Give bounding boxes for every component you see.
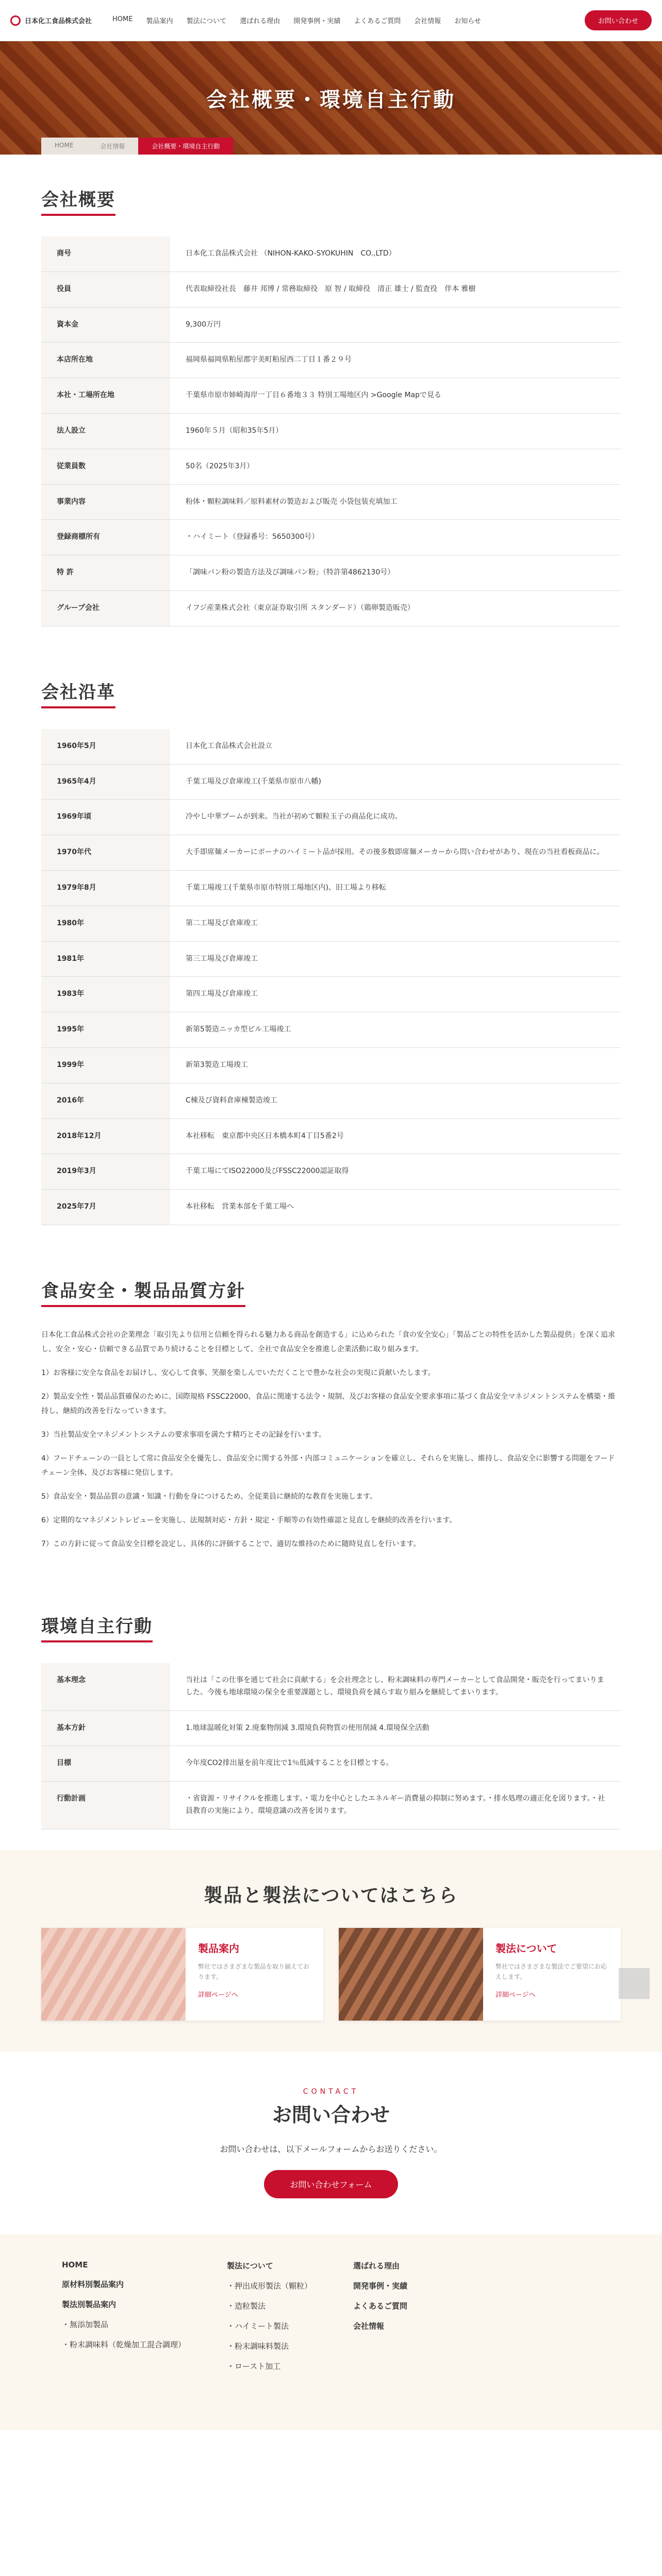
products-card-more-link[interactable]: 詳細ページへ xyxy=(198,1991,238,1999)
history-value: C棟及び資料倉庫棟製造竣工 xyxy=(170,1083,621,1118)
overview-row xyxy=(41,484,621,520)
history-label: 1969年頃 xyxy=(41,800,170,835)
overview-value: イフジ産業株式会社（東京証券取引所 スタンダード）（鶏卵製造販売） xyxy=(170,590,621,626)
products-card[interactable] xyxy=(41,1928,323,2021)
overview-label: 事業内容 xyxy=(41,484,170,520)
history-value: 本社移転 営業本部を千葉工場へ xyxy=(170,1190,621,1225)
footer-link[interactable]: ・ハイミート製法 xyxy=(227,2321,289,2331)
overview-row xyxy=(41,449,621,484)
history-value: 千葉工場竣工(千葉県市原市特別工場地区内)、旧工場より移転 xyxy=(170,870,621,906)
history-value: 本社移転 東京都中央区日本橋本町4丁目5番2号 xyxy=(170,1118,621,1154)
policy-item: 3）当社製品安全マネジメントシステムの要求事項を満たす精巧とその記録を行います。 xyxy=(41,1430,326,1439)
overview-value: 日本化工食品株式会社 （NIHON-KAKO-SYOKUHIN CO.,LTD） xyxy=(170,236,621,272)
breadcrumb-home[interactable]: HOME xyxy=(41,138,87,155)
overview-label: 本店所在地 xyxy=(41,343,170,378)
footer-link[interactable]: よくあるご質問 xyxy=(353,2301,408,2311)
history-value: 新第3製造工場竣工 xyxy=(170,1047,621,1083)
nav-products[interactable]: 製品案内 xyxy=(146,18,173,25)
history-label: 1970年代 xyxy=(41,835,170,871)
overview-label: 商号 xyxy=(41,236,170,272)
history-row xyxy=(41,1083,621,1118)
history-label: 1965年4月 xyxy=(41,764,170,800)
nav-faq[interactable]: よくあるご質問 xyxy=(354,18,401,25)
contact-form-button[interactable]: お問い合わせフォーム xyxy=(264,2170,398,2198)
products-heading: 製品と製法についてはこちら xyxy=(204,1885,458,1906)
products-section xyxy=(0,1850,662,2052)
contact-section xyxy=(0,2052,662,2234)
nav-company[interactable]: 会社情報 xyxy=(414,18,441,25)
policy-list xyxy=(41,1328,621,1551)
overview-label: 従業員数 xyxy=(41,449,170,484)
overview-value: 「調味パン粉の製造方法及び調味パン粉」（特許第4862130号） xyxy=(170,555,621,591)
history-table xyxy=(41,729,621,1225)
overview-row xyxy=(41,378,621,414)
env-heading: 環境自主行動 xyxy=(41,1612,153,1642)
history-row xyxy=(41,906,621,941)
process-card[interactable] xyxy=(339,1928,621,2021)
footer-link[interactable]: ・ロースト加工 xyxy=(227,2361,281,2371)
overview-value: ・ハイミート（登録番号：5650300号） xyxy=(170,520,621,555)
overview-value: 福岡県福岡県粕屋郡宇美町粕屋西二丁目１番２９号 xyxy=(170,343,621,378)
scroll-top-button[interactable] xyxy=(619,1968,650,1999)
overview-row xyxy=(41,272,621,307)
overview-row xyxy=(41,590,621,626)
contact-text: お問い合わせは、以下メールフォームからお送りください。 xyxy=(220,2144,442,2154)
breadcrumb xyxy=(41,138,233,155)
env-table xyxy=(41,1663,621,1829)
history-row xyxy=(41,729,621,764)
logo-mark-icon xyxy=(10,15,21,26)
overview-value: 粉体・顆粒調味料／原料素材の製造および販売 小袋包装充填加工 xyxy=(170,484,621,520)
footer-link[interactable]: 会社情報 xyxy=(353,2321,385,2331)
breadcrumb-current: 会社概要・環境自主行動 xyxy=(138,138,233,155)
history-label: 2025年7月 xyxy=(41,1190,170,1225)
policy-item: 4）フードチェーンの一員として常に食品安全を優先し、食品安全に関する外部・内部コミュニケーションを確立し、それらを実施し、維持し、食品安全に影響する問題をフードチェーン全体、及びお客様に発信します。 xyxy=(41,1454,615,1477)
contact-heading: お問い合わせ xyxy=(272,2103,390,2126)
overview-table xyxy=(41,236,621,626)
history-row xyxy=(41,1190,621,1225)
header-contact-button[interactable]: お問い合わせ xyxy=(585,10,652,30)
history-label: 1980年 xyxy=(41,906,170,941)
env-label: 基本理念 xyxy=(41,1663,170,1710)
nav-news[interactable]: お知らせ xyxy=(454,18,481,25)
history-value: 新第5製造ニッカ型ビル工場竣工 xyxy=(170,1012,621,1048)
history-row xyxy=(41,764,621,800)
products-card-title: 製品案内 xyxy=(198,1942,239,1955)
env-row xyxy=(41,1710,621,1746)
process-card-more-link[interactable]: 詳細ページへ xyxy=(495,1991,536,1999)
footer-link[interactable]: 原材料別製品案内 xyxy=(62,2279,124,2289)
overview-section xyxy=(0,155,662,647)
nav-reasons[interactable]: 選ばれる理由 xyxy=(240,18,280,25)
history-value: 第三工場及び倉庫竣工 xyxy=(170,941,621,977)
env-label: 目標 xyxy=(41,1746,170,1782)
policy-item: 日本化工食品株式会社の企業理念「取引先より信用と信頼を得られる魅力ある商品を創造する」に込められた「食の安全安心」「製品ごとの特性を活かした製品提供」を深く追求し、安全・安心・信頼できる品質であり続けることを目標として、全社で食品安全を推進し企業活動に取り組みます。 xyxy=(41,1330,615,1353)
history-row xyxy=(41,835,621,871)
company-logo[interactable] xyxy=(10,15,92,26)
history-row xyxy=(41,1118,621,1154)
site-footer xyxy=(0,2234,662,2430)
hero-banner xyxy=(0,41,662,155)
env-row xyxy=(41,1663,621,1710)
history-value: 千葉工場及び倉庫竣工(千葉県市原市八幡) xyxy=(170,764,621,800)
company-name: 日本化工食品株式会社 xyxy=(25,18,92,25)
footer-link[interactable]: 製法別製品案内 xyxy=(62,2299,117,2309)
overview-label: 資本金 xyxy=(41,307,170,343)
overview-label: 本社・工場所在地 xyxy=(41,378,170,414)
overview-label: 法人設立 xyxy=(41,413,170,449)
env-row xyxy=(41,1782,621,1829)
history-label: 1983年 xyxy=(41,977,170,1012)
overview-value: 1960年５月（昭和35年5月） xyxy=(170,413,621,449)
footer-column xyxy=(227,2260,312,2404)
env-value: 今年度CO2排出量を前年度比で1％低減することを目標とする。 xyxy=(170,1746,621,1782)
policy-heading: 食品安全・製品品質方針 xyxy=(41,1277,245,1307)
history-value: 第二工場及び倉庫竣工 xyxy=(170,906,621,941)
contact-eyebrow: CONTACT xyxy=(303,2087,359,2096)
products-card-image xyxy=(41,1928,186,2021)
env-value: 1.地球温暖化対策 2.廃棄物削減 3.環境負荷物質の使用削減 4.環境保全活動 xyxy=(170,1710,621,1746)
overview-label: 登録商標所有 xyxy=(41,520,170,555)
history-section xyxy=(0,647,662,1246)
overview-row xyxy=(41,343,621,378)
env-value: ・省資源・リサイクルを推進します。・電力を中心としたエネルギー消費量の抑制に努めます。・排水処理の適正化を図ります。・社員教育の実施により、環境意識の改善を図ります。 xyxy=(170,1782,621,1829)
overview-value: 千葉県市原市姉崎海岸一丁目６番地３３ 特別工場地区内 >Google Mapで見る xyxy=(170,378,621,414)
footer-link[interactable]: 開発事例・実績 xyxy=(353,2281,408,2291)
overview-row xyxy=(41,236,621,272)
history-label: 1995年 xyxy=(41,1012,170,1048)
overview-value: 9,300万円 xyxy=(170,307,621,343)
history-row xyxy=(41,870,621,906)
env-value: 当社は「この仕事を通じて社会に貢献する」を会社理念とし、粉末調味料の専門メーカーとして食品開発・販売を行ってまいりました。今後も地球環境の保全を重要課題とし、環境負荷を減らす取り組みを継続してまいります。 xyxy=(170,1663,621,1710)
footer-column xyxy=(353,2260,407,2404)
env-label: 行動計画 xyxy=(41,1782,170,1829)
footer-column xyxy=(62,2260,186,2404)
history-label: 2019年3月 xyxy=(41,1154,170,1190)
process-card-image xyxy=(339,1928,483,2021)
history-row xyxy=(41,1154,621,1190)
overview-label: 特 許 xyxy=(41,555,170,591)
history-row xyxy=(41,941,621,977)
global-nav xyxy=(112,15,481,25)
history-label: 1960年5月 xyxy=(41,729,170,764)
policy-item: 6）定期的なマネジメントレビューを実施し、法規制対応・方針・規定・手順等の有効性確認と見直しを継続的改善を行います。 xyxy=(41,1516,457,1524)
history-label: 1981年 xyxy=(41,941,170,977)
history-value: 大手即席麺メーカーにボーナのハイミート品が採用。その後多数即席麺メーカーから問い合わせがあり、現在の当社看板商品に。 xyxy=(170,835,621,871)
overview-row xyxy=(41,520,621,555)
policy-item: 5）食品安全・製品品質の意識・知識・行動を身につけるため、全従業員に継続的な教育を実施します。 xyxy=(41,1492,377,1501)
history-value: 日本化工食品株式会社設立 xyxy=(170,729,621,764)
overview-label: 役員 xyxy=(41,272,170,307)
overview-label: グループ会社 xyxy=(41,590,170,626)
process-card-desc: 弊社ではさまざまな製法でご要望にお応えします。 xyxy=(495,1962,607,1981)
site-header xyxy=(0,0,662,41)
breadcrumb-company[interactable]: 会社情報 xyxy=(87,138,138,155)
history-row xyxy=(41,800,621,835)
footer-link[interactable]: ・押出成形製法（顆粒） xyxy=(227,2281,312,2291)
policy-item: 7）この方針に従って食品安全目標を設定し、具体的に評価することで、適切な維持のために随時見直しを行います。 xyxy=(41,1539,421,1548)
overview-row xyxy=(41,555,621,591)
overview-row xyxy=(41,413,621,449)
footer-link[interactable]: 製法について xyxy=(227,2261,273,2270)
products-card-desc: 弊社ではさまざまな製品を取り揃えております。 xyxy=(198,1962,310,1981)
footer-link[interactable]: 選ばれる理由 xyxy=(353,2261,400,2270)
history-row xyxy=(41,977,621,1012)
history-value: 第四工場及び倉庫竣工 xyxy=(170,977,621,1012)
footer-link[interactable]: ・粉末調味料（乾燥加工混合調理） xyxy=(62,2340,186,2349)
history-row xyxy=(41,1012,621,1048)
history-label: 2018年12月 xyxy=(41,1118,170,1154)
overview-heading: 会社概要 xyxy=(41,185,115,216)
process-card-title: 製法について xyxy=(495,1942,557,1955)
footer-link[interactable]: ・無添加製品 xyxy=(62,2319,109,2329)
env-row xyxy=(41,1746,621,1782)
footer-link[interactable]: HOME xyxy=(62,2260,88,2269)
overview-value: 50名（2025年3月） xyxy=(170,449,621,484)
nav-cases[interactable]: 開発事例・実績 xyxy=(293,18,341,25)
footer-link[interactable]: ・粉末調味料製法 xyxy=(227,2341,289,2351)
footer-link[interactable]: ・造粒製法 xyxy=(227,2301,266,2311)
history-label: 1999年 xyxy=(41,1047,170,1083)
history-heading: 会社沿革 xyxy=(41,678,115,708)
history-value: 冷やし中華ブームが到来。当社が初めて顆粒玉子の商品化に成功。 xyxy=(170,800,621,835)
history-row xyxy=(41,1047,621,1083)
overview-row xyxy=(41,307,621,343)
env-label: 基本方針 xyxy=(41,1710,170,1746)
history-label: 2016年 xyxy=(41,1083,170,1118)
policy-item: 2）製品安全性・製品品質確保のために、国際規格 FSSC22000、食品に関連する法令・規制、及びお客様の食品安全要求事項に基づく食品安全マネジメントシステムを構築・維持し、継続的改善を行なっていきます。 xyxy=(41,1392,616,1415)
nav-home[interactable]: HOME xyxy=(112,15,133,23)
nav-process[interactable]: 製法について xyxy=(186,18,227,25)
history-value: 千葉工場にてISO22000及びFSSC22000認証取得 xyxy=(170,1154,621,1190)
overview-value: 代表取締役社長 藤井 邦博 / 常務取締役 原 智 / 取締役 清正 雄士 / 監査役 伴本 雅樹 xyxy=(170,272,621,307)
policy-item: 1）お客様に安全な食品をお届けし、安心して食事、笑顔を楽しんでいただくことで豊かな社会の実現に貢献いたします。 xyxy=(41,1368,435,1377)
page-title: 会社概要・環境自主行動 xyxy=(206,88,456,112)
policy-section xyxy=(0,1246,662,1581)
env-section xyxy=(0,1581,662,1850)
history-label: 1979年8月 xyxy=(41,870,170,906)
